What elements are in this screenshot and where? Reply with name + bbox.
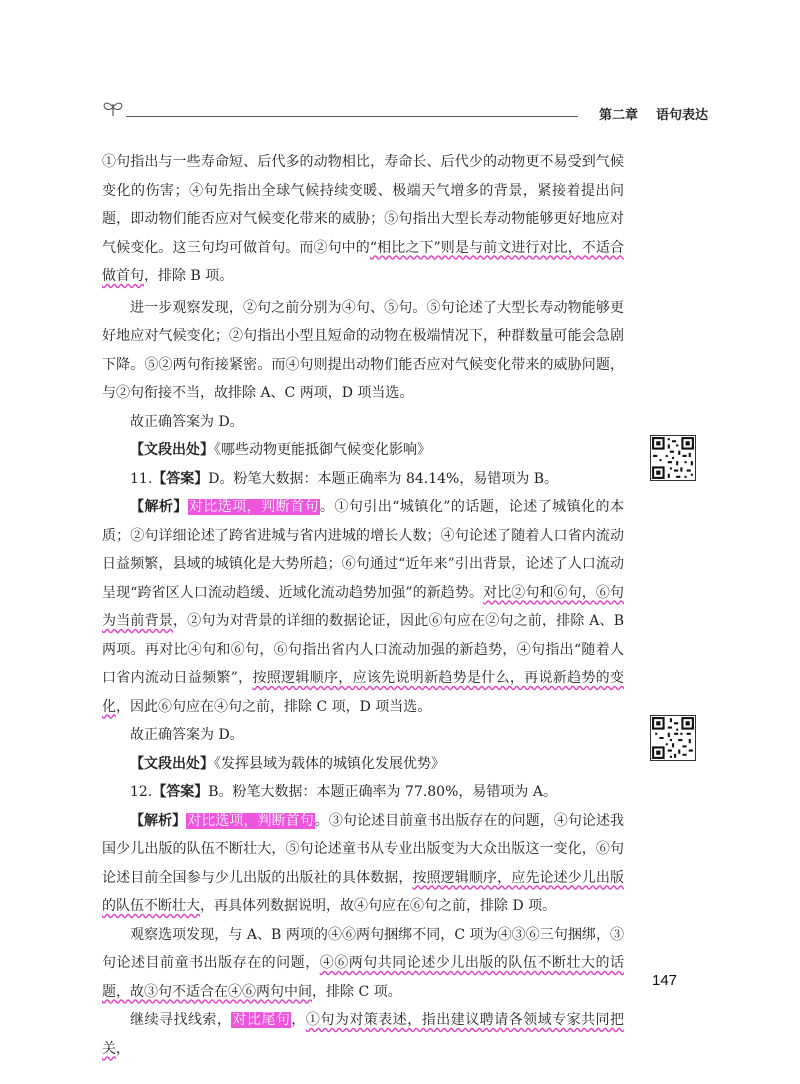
qr-code-icon[interactable]: [650, 715, 696, 761]
leaf-icon: [100, 98, 126, 118]
qr-code-icon[interactable]: [650, 435, 696, 481]
underlined-text: ①句为对策表述，指出建议聘请各领域专家共同把关: [102, 1012, 625, 1057]
answer-conclusion: 故正确答案为 D。: [130, 413, 244, 430]
page-number: 147: [652, 972, 678, 989]
paragraph: ①句指出与一些寿命短、后代多的动物相比，寿命长、后代少的动物更不易受到气候变化的伤害；④句先指出全球气候持续变暖、极端天气增多的背景，紧接着提出问题，即动物们能否应对气候变化带来的威胁；⑤句指出大型长寿动物能够更好地应对气候变化。这三句均可做首句。而②句中的“相比之下”则是与前文进行对比，不适合做首句，排除 B 项。: [102, 154, 624, 284]
chapter-title: 语句表达: [655, 108, 708, 123]
analysis-label: 【解析】: [130, 812, 187, 829]
source-line: [102, 750, 624, 779]
chapter-number: 第二章: [598, 108, 638, 123]
answer-label: 【答案】: [152, 470, 209, 487]
running-header: [88, 92, 708, 132]
paragraph: 继续寻找线索，对比尾句，①句为对策表述，指出建议聘请各领域专家共同把关，: [102, 1012, 625, 1057]
analysis-label: 【解析】: [130, 499, 188, 515]
answer-text: B。粉笔大数据：本题正确率为 77.80%，易错项为 A。: [208, 784, 557, 800]
answer-line: [102, 778, 624, 807]
source-label: 【文段出处】: [130, 755, 214, 772]
answer-conclusion: 故正确答案为 D。: [130, 727, 244, 743]
highlight-tag: 对比选项，判断首句: [187, 812, 314, 829]
underlined-text: 按照逻辑顺序，应先论述少儿出版的队伍不断壮大: [102, 869, 625, 914]
question-number: 12.: [130, 784, 153, 800]
paragraph: 观察选项发现，与 A、B 两项的④⑥两句捆绑不同，C 项为④③⑥三句捆绑，③句论述目前童书出版存在的问题，④⑥两句共同论述少儿出版的队伍不断壮大的话题，故③句不适合在④⑥两句中间，排除 C 项。: [102, 926, 625, 1000]
highlight-tag: 对比选项，判断首句: [188, 499, 319, 515]
paragraph: 进一步观察发现，②句之前分别为④句、⑤句。⑤句论述了大型长寿动物能够更好地应对气候变化；②句指出小型且短命的动物在极端情况下，种群数量可能会急剧下降。⑤②两句衔接紧密。而④句则提出动物们能否应对气候变化带来的威胁问题，与②句衔接不当，故排除 A、C 两项，D 项当选。: [102, 299, 624, 401]
answer-label: 【答案】: [152, 784, 209, 800]
answer-text: D。粉笔大数据：本题正确率为 84.14%，易错项为 B。: [208, 470, 559, 487]
body-text: [102, 148, 624, 1063]
analysis-paragraph: 【解析】对比选项，判断首句。③句论述目前童书出版存在的问题，④句论述我国少儿出版的队伍不断壮大，⑤句论述童书从专业出版变为大众出版这一变化，⑥句论述目前全国参与少儿出版的出版社的具体数据，按照逻辑顺序，应先论述少儿出版的队伍不断壮大，再具体列数据说明，故④句应在⑥句之前，排除 D 项。: [102, 812, 625, 914]
underlined-text: 按照逻辑顺序，应该先说明新趋势是什么，再说新趋势的变化: [102, 670, 624, 715]
chapter-heading: [599, 104, 708, 123]
header-rule: [126, 116, 578, 117]
source-line: [102, 436, 624, 465]
analysis-paragraph: 【解析】对比选项，判断首句。①句引出“城镇化”的话题，论述了城镇化的本质；②句详细论述了跨省进城与省内进城的增长人数；④句论述了随着人口省内流动日益频繁，县域的城镇化是大势所趋；⑥句通过“近年来”引出背景，论述了人口流动呈现“跨省区人口流动趋缓、近域化流动趋势加强”的新趋势。对比②句和⑥句，⑥句为当前背景，②句为对背景的详细的数据论证，因此⑥句应在②句之前，排除 A、B 两项。再对比④句和⑥句，⑥句指出省内人口流动加强的新趋势，④句指出“随着人口省内流动日益频繁”，按照逻辑顺序，应该先说明新趋势是什么，再说新趋势的变化，因此⑥句应在④句之前，排除 C 项，D 项当选。: [102, 499, 624, 715]
source-title: 《发挥县域为载体的城镇化发展优势》: [214, 755, 445, 772]
source-label: 【文段出处】: [130, 442, 214, 458]
highlight-tag: 对比尾句: [232, 1012, 291, 1028]
answer-line: [102, 465, 624, 494]
underlined-text: 对比②句和⑥句，⑥句为当前背景: [102, 584, 624, 629]
source-title: 《哪些动物更能抵御气候变化影响》: [214, 442, 431, 458]
underlined-text: ④⑥两句共同论述少儿出版的队伍不断壮大的话题，故③句不适合在④⑥两句中间: [102, 955, 625, 1000]
underlined-text: “相比之下”则是与前文进行对比，不适合做首句: [102, 239, 624, 284]
question-number: 11.: [130, 470, 153, 487]
